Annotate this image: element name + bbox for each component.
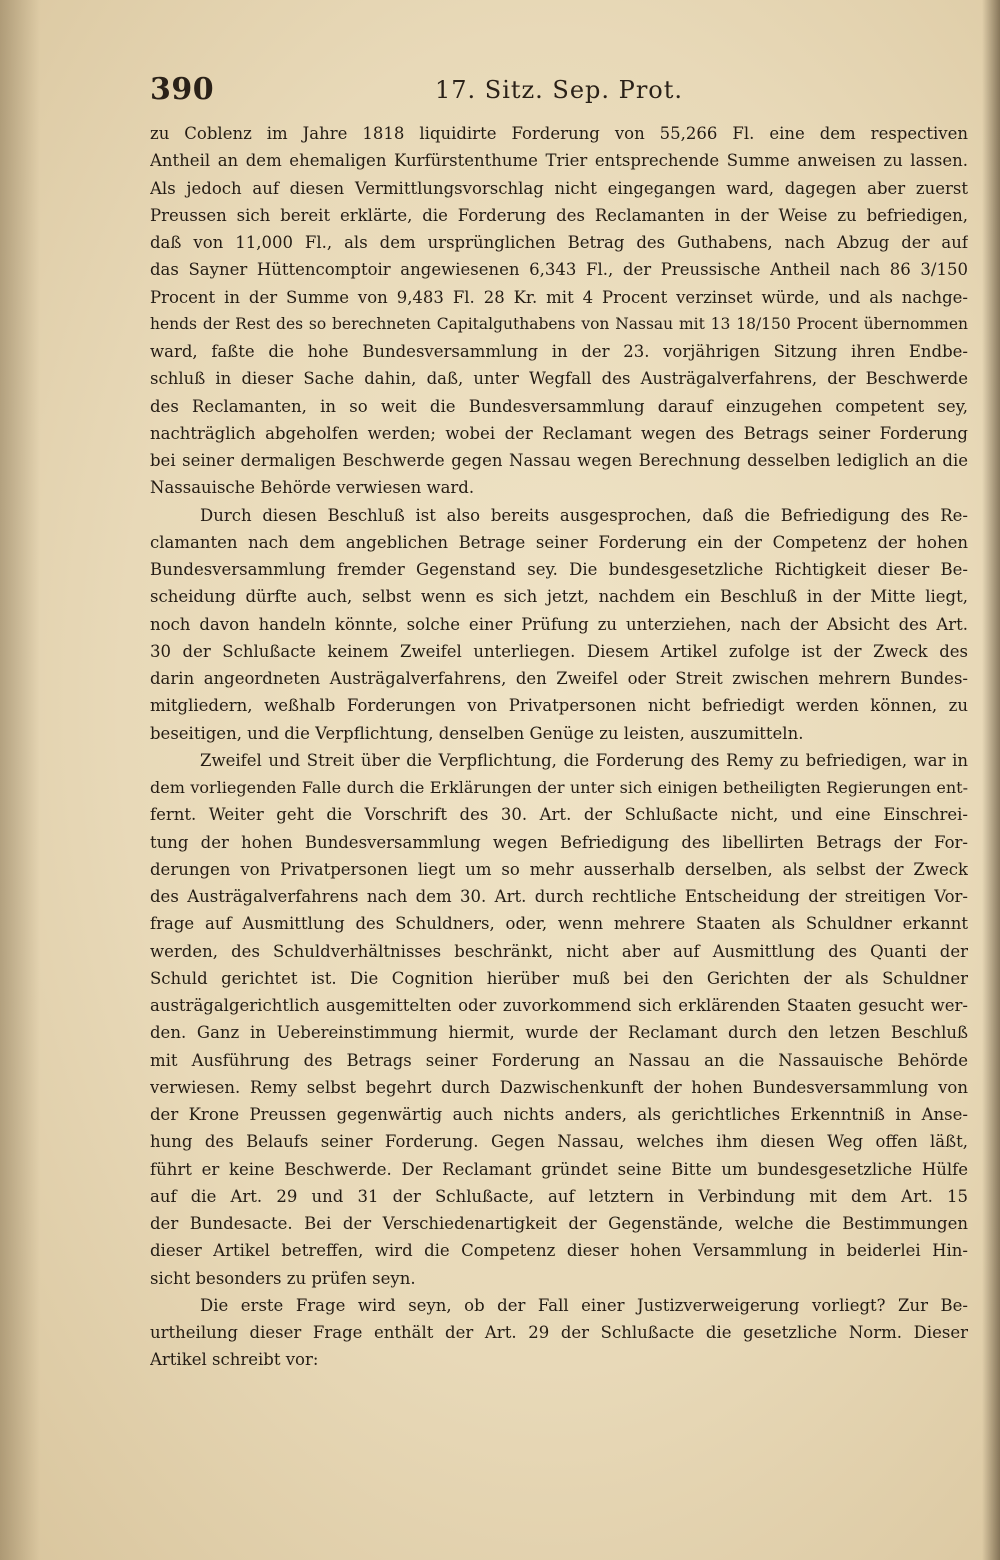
text-line: der Bundesacte. Bei der Verschiedenartigkeit der Gegenstände, welche die Bestimmungen xyxy=(150,1214,968,1233)
running-head: 17. Sitz. Sep. Prot. xyxy=(434,76,684,104)
text-line: beseitigen, und die Verpflichtung, denselben Genüge zu leisten, auszumitteln. xyxy=(150,723,804,743)
text-line: derungen von Privatpersonen liegt um so mehr ausserhalb derselben, als selbst der Zweck xyxy=(150,859,968,879)
text-line: 30 der Schlußacte keinem Zweifel unterliegen. Diesem Artikel zufolge ist der Zweck des xyxy=(150,641,968,661)
text-line: zu Coblenz im Jahre 1818 liquidirte Forderung von 55,266 Fl. eine dem respectiven xyxy=(150,124,968,143)
text-line: bei seiner dermaligen Beschwerde gegen Nassau wegen Berechnung desselben lediglich an die xyxy=(150,451,968,470)
text-line: Antheil an dem ehemaligen Kurfürstenthume Trier entsprechende Summe anweisen zu lassen. xyxy=(150,151,968,171)
page-header xyxy=(150,72,968,122)
page-number: 390 xyxy=(150,72,215,107)
text-line: Als jedoch auf diesen Vermittlungsvorschlag nicht eingegangen ward, dagegen aber zuerst xyxy=(150,178,968,198)
paragraph xyxy=(150,502,968,747)
text-line: auf die Art. 29 und 31 der Schlußacte, auf letztern in Verbindung mit dem Art. 15 xyxy=(150,1186,968,1206)
text-line: austrägalgerichtlich ausgemittelten oder zuvorkommend sich erklärenden Staaten gesucht wer- xyxy=(150,996,968,1015)
text-line: scheidung dürfte auch, selbst wenn es sich jetzt, nachdem ein Beschluß in der Mitte liegt, xyxy=(150,587,968,607)
paragraph xyxy=(150,120,968,502)
text-line: ward, faßte die hohe Bundesversammlung in der 23. vorjährigen Sitzung ihren Endbe- xyxy=(150,342,968,361)
text-line: nachträglich abgeholfen werden; wobei der Reclamant wegen des Betrags seiner Forderung xyxy=(150,423,968,443)
text-line: darin angeordneten Austrägalverfahrens, den Zweifel oder Streit zwischen mehrern Bundes- xyxy=(150,669,968,688)
text-line: den. Ganz in Uebereinstimmung hiermit, wurde der Reclamant durch den letzen Beschluß xyxy=(150,1023,968,1043)
text-line: Artikel schreibt vor: xyxy=(150,1350,319,1370)
text-line: daß von 11,000 Fl., als dem ursprünglichen Betrag des Guthabens, nach Abzug der auf xyxy=(150,233,968,252)
text-line: Zweifel und Streit über die Verpflichtung, die Forderung des Remy zu befriedigen, war in xyxy=(200,750,968,770)
paragraph xyxy=(150,747,968,1292)
text-line: sicht besonders zu prüfen seyn. xyxy=(150,1268,416,1288)
text-line: Schuld gerichtet ist. Die Cognition hierüber muß bei den Gerichten der als Schuldner xyxy=(150,968,968,988)
text-line: Die erste Frage wird seyn, ob der Fall einer Justizverweigerung vorliegt? Zur Be- xyxy=(200,1295,968,1315)
text-line: Bundesversammlung fremder Gegenstand sey. Die bundesgesetzliche Richtigkeit dieser Be- xyxy=(150,560,968,579)
text-line: das Sayner Hüttencomptoir angewiesenen 6,343 Fl., der Preussische Antheil nach 86 3/150 xyxy=(150,260,968,280)
text-line: dieser Artikel betreffen, wird die Competenz dieser hohen Versammlung in beiderlei Hin- xyxy=(150,1241,968,1261)
text-line: frage auf Ausmittlung des Schuldners, oder, wenn mehrere Staaten als Schuldner erkannt xyxy=(150,914,968,934)
paragraph xyxy=(150,1292,968,1374)
text-line: führt er keine Beschwerde. Der Reclamant gründet seine Bitte um bundesgesetzliche Hülfe xyxy=(150,1159,968,1179)
text-line: verwiesen. Remy selbst begehrt durch Dazwischenkunft der hohen Bundesversammlung von xyxy=(150,1077,968,1097)
text-line: Nassauische Behörde verwiesen ward. xyxy=(150,478,475,498)
text-line: clamanten nach dem angeblichen Betrage seiner Forderung ein der Competenz der hohen xyxy=(150,532,968,552)
text-line: mitgliedern, weßhalb Forderungen von Privatpersonen nicht befriedigt werden können, zu xyxy=(150,696,968,716)
text-line: hends der Rest des so berechneten Capitalguthabens von Nassau mit 13 18/150 Procent übernommen xyxy=(150,314,968,333)
text-line: werden, des Schuldverhältnisses beschränkt, nicht aber auf Ausmittlung des Quanti der xyxy=(150,941,968,961)
text-line: urtheilung dieser Frage enthält der Art. 29 der Schlußacte die gesetzliche Norm. Dieser xyxy=(150,1323,968,1342)
text-line: des Austrägalverfahrens nach dem 30. Art. durch rechtliche Entscheidung der streitigen Vor- xyxy=(150,887,968,906)
text-line: dem vorliegenden Falle durch die Erklärungen der unter sich einigen betheiligten Regierungen ent- xyxy=(150,778,968,797)
text-line: schluß in dieser Sache dahin, daß, unter Wegfall des Austrägalverfahrens, der Beschwerde xyxy=(150,369,968,389)
body-text xyxy=(150,120,968,1374)
text-line: hung des Belaufs seiner Forderung. Gegen Nassau, welches ihm diesen Weg offen läßt, xyxy=(150,1132,968,1152)
text-line: Durch diesen Beschluß ist also bereits ausgesprochen, daß die Befriedigung des Re- xyxy=(200,505,968,525)
text-line: noch davon handeln könnte, solche einer Prüfung zu unterziehen, nach der Absicht des Art. xyxy=(150,614,968,634)
text-line: der Krone Preussen gegenwärtig auch nichts anders, als gerichtliches Erkenntniß in Anse- xyxy=(150,1105,968,1124)
text-line: mit Ausführung des Betrags seiner Forderung an Nassau an die Nassauische Behörde xyxy=(150,1050,968,1070)
text-line: Procent in der Summe von 9,483 Fl. 28 Kr. mit 4 Procent verzinset würde, und als nachge- xyxy=(150,287,968,307)
text-line: fernt. Weiter geht die Vorschrift des 30. Art. der Schlußacte nicht, und eine Einschrei- xyxy=(150,805,968,825)
text-line: Preussen sich bereit erklärte, die Forderung des Reclamanten in der Weise zu befriedigen, xyxy=(150,205,968,225)
text-line: des Reclamanten, in so weit die Bundesversammlung darauf einzugehen competent sey, xyxy=(150,396,968,416)
text-line: tung der hohen Bundesversammlung wegen Befriedigung des libellirten Betrags der For- xyxy=(150,832,968,852)
